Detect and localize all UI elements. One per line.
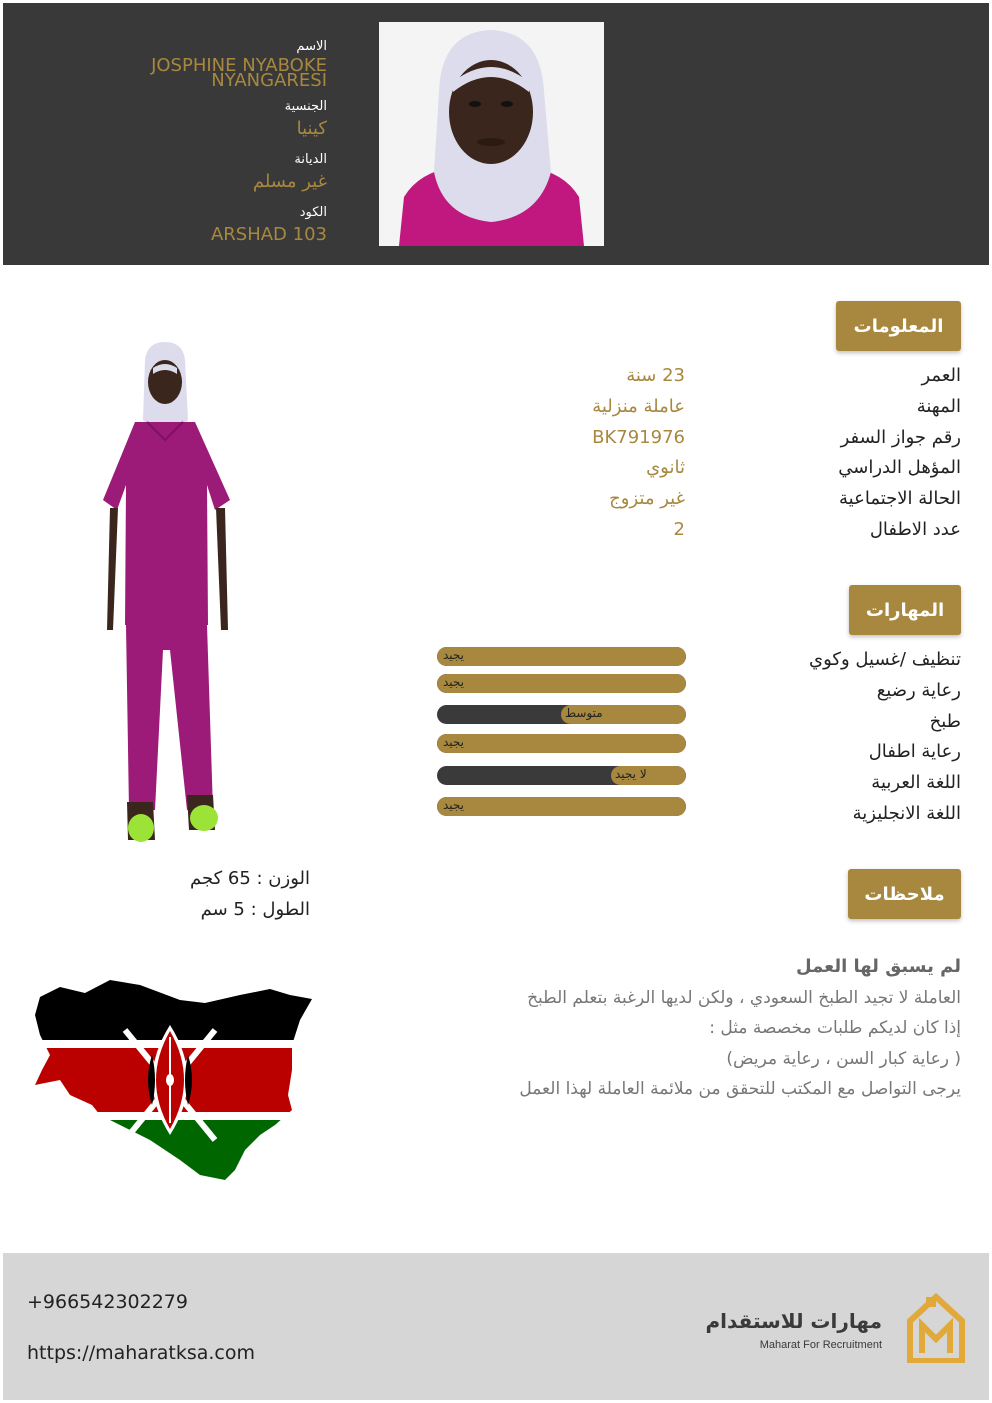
height-text: الطول : 5 سم — [200, 899, 310, 920]
profile-header — [3, 3, 989, 265]
info-label-age: العمر — [921, 365, 961, 386]
skills-section-title: المهارات — [849, 585, 961, 635]
logo-arabic-text: مهارات للاستقدام — [705, 1309, 882, 1333]
code-value: ARSHAD 103 — [210, 224, 327, 245]
skill-level-fill — [437, 797, 686, 816]
phone-number[interactable]: +966542302279 — [27, 1291, 188, 1313]
skill-label: اللغة العربية — [871, 772, 961, 793]
nationality-label: الجنسية — [284, 99, 327, 114]
skill-level-fill — [437, 647, 686, 666]
skill-level-text: يجيد — [443, 675, 465, 689]
info-value-marital: غير متزوج — [609, 488, 685, 509]
nationality-value: كينيا — [296, 118, 327, 139]
skill-level-bar — [437, 647, 686, 666]
code-field — [211, 205, 327, 245]
skill-level-text: يجيد — [443, 648, 465, 662]
skill-level-bar — [437, 674, 686, 693]
footer — [3, 1253, 989, 1400]
skill-level-text: متوسط — [565, 706, 603, 720]
skill-level-text: لا يجيد — [615, 767, 647, 781]
skill-level-bar — [437, 766, 686, 785]
logo-house-icon — [906, 1291, 966, 1363]
kenya-flag-map — [30, 975, 315, 1185]
skill-level-fill — [437, 734, 686, 753]
company-logo — [705, 1291, 966, 1366]
nationality-field — [285, 99, 327, 139]
notes-line-3: إذا كان لديكم طلبات مخصصة مثل : — [709, 1018, 961, 1038]
info-label-passport: رقم جواز السفر — [840, 427, 961, 448]
skill-level-text: يجيد — [443, 798, 465, 812]
skill-level-fill — [437, 674, 686, 693]
logo-english-text: Maharat For Recruitment — [759, 1339, 882, 1351]
skill-label: تنظيف /غسيل وكوي — [809, 649, 961, 670]
skill-level-bar — [437, 797, 686, 816]
notes-line-5: يرجى التواصل مع المكتب للتحقق من ملائمة العاملة لهذا العمل — [519, 1079, 961, 1099]
info-value-age: 23 سنة — [626, 365, 685, 386]
skill-label: رعاية اطفال — [868, 741, 961, 762]
info-label-education: المؤهل الدراسي — [838, 457, 961, 478]
weight-text: الوزن : 65 كجم — [190, 868, 310, 889]
notes-text — [421, 952, 961, 1105]
name-value: JOSPHINE NYABOKE NYANGARESI — [151, 55, 327, 91]
notes-line-2: العاملة لا تجيد الطبخ السعودي ، ولكن لديها الرغبة بتعلم الطبخ — [527, 987, 961, 1008]
religion-value: غير مسلم — [252, 171, 327, 192]
skill-level-text: يجيد — [443, 735, 465, 749]
religion-field — [253, 152, 327, 192]
notes-section-title: ملاحظات — [848, 869, 961, 919]
info-label-children: عدد الاطفال — [869, 519, 961, 540]
skill-label: رعاية رضيع — [876, 680, 961, 701]
info-section-title: المعلومات — [836, 301, 961, 351]
notes-line-1: لم يسبق لها العمل — [796, 956, 961, 977]
religion-label: الديانة — [294, 152, 327, 167]
skill-label: طبخ — [929, 711, 961, 732]
name-field — [117, 39, 327, 91]
full-body-photo — [95, 340, 240, 845]
skill-level-bar — [437, 734, 686, 753]
info-value-profession: عاملة منزلية — [592, 396, 685, 417]
info-label-profession: المهنة — [916, 396, 961, 417]
portrait-photo — [379, 22, 604, 246]
notes-line-4: ( رعاية كبار السن ، رعاية مريض) — [726, 1048, 961, 1069]
info-value-children: 2 — [673, 519, 685, 540]
name-label: الاسم — [296, 39, 327, 54]
code-label: الكود — [299, 205, 327, 220]
info-value-education: ثانوي — [646, 457, 685, 478]
info-value-passport: BK791976 — [592, 427, 685, 448]
skill-label: اللغة الانجليزية — [852, 803, 961, 824]
skill-level-bar — [437, 705, 686, 724]
info-label-marital: الحالة الاجتماعية — [839, 488, 961, 509]
website-link[interactable]: https://maharatksa.com — [27, 1342, 256, 1364]
